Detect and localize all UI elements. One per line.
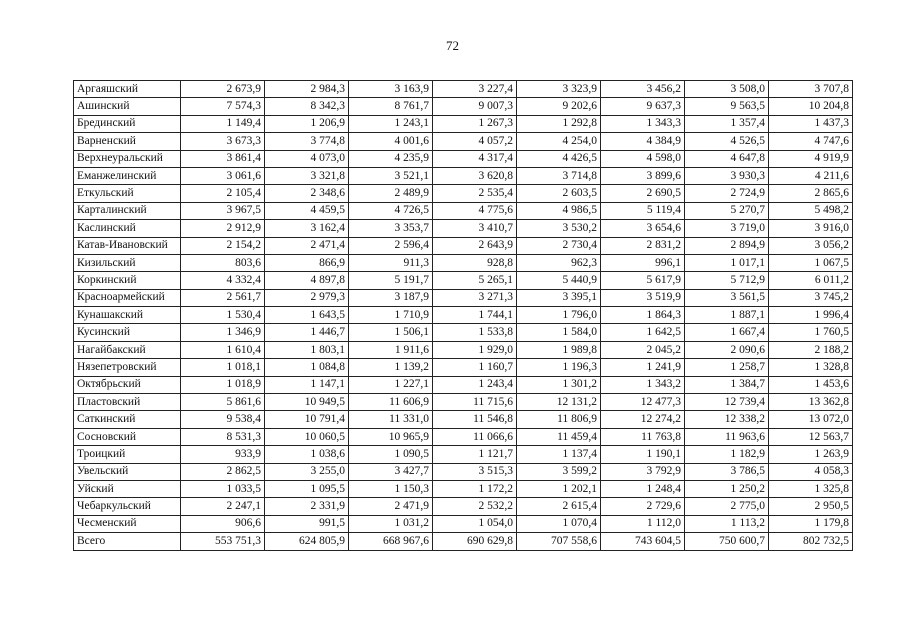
value-cell: 11 459,4 <box>517 428 601 445</box>
value-cell: 1 292,8 <box>517 115 601 132</box>
value-cell: 1 243,4 <box>433 376 517 393</box>
value-cell: 1 160,7 <box>433 359 517 376</box>
value-cell: 10 949,5 <box>265 394 349 411</box>
value-cell: 5 270,7 <box>685 202 769 219</box>
value-cell: 1 070,4 <box>517 515 601 532</box>
value-cell: 8 531,3 <box>181 428 265 445</box>
value-cell: 4 647,8 <box>685 150 769 167</box>
value-cell: 13 362,8 <box>769 394 853 411</box>
table-body <box>74 81 853 551</box>
value-cell: 1 054,0 <box>433 515 517 532</box>
value-cell: 1 760,5 <box>769 324 853 341</box>
value-cell: 2 188,2 <box>769 341 853 358</box>
value-cell: 933,9 <box>181 446 265 463</box>
value-cell: 3 508,0 <box>685 81 769 98</box>
value-cell: 5 498,2 <box>769 202 853 219</box>
value-cell: 906,6 <box>181 515 265 532</box>
value-cell: 1 267,3 <box>433 115 517 132</box>
district-name-cell: Кусинский <box>74 324 181 341</box>
value-cell: 4 317,4 <box>433 150 517 167</box>
value-cell: 3 774,8 <box>265 133 349 150</box>
value-cell: 12 477,3 <box>601 394 685 411</box>
value-cell: 2 105,4 <box>181 185 265 202</box>
value-cell: 3 967,5 <box>181 202 265 219</box>
value-cell: 4 332,4 <box>181 272 265 289</box>
value-cell: 2 535,4 <box>433 185 517 202</box>
table-row <box>74 359 853 376</box>
value-cell: 1 179,8 <box>769 515 853 532</box>
value-cell: 1 796,0 <box>517 307 601 324</box>
district-name-cell: Еманжелинский <box>74 167 181 184</box>
table-row <box>74 133 853 150</box>
district-name-cell: Кунашакский <box>74 307 181 324</box>
table-row <box>74 185 853 202</box>
value-cell: 5 861,6 <box>181 394 265 411</box>
value-cell: 1 887,1 <box>685 307 769 324</box>
district-name-cell: Ашинский <box>74 98 181 115</box>
value-cell: 1 227,1 <box>349 376 433 393</box>
value-cell: 1 803,1 <box>265 341 349 358</box>
value-cell: 962,3 <box>517 254 601 271</box>
value-cell: 1 018,1 <box>181 359 265 376</box>
value-cell: 1 121,7 <box>433 446 517 463</box>
value-cell: 1 139,2 <box>349 359 433 376</box>
value-cell: 1 033,5 <box>181 480 265 497</box>
district-name-cell: Чесменский <box>74 515 181 532</box>
value-cell: 1 243,1 <box>349 115 433 132</box>
value-cell: 1 263,9 <box>769 446 853 463</box>
value-cell: 1 137,4 <box>517 446 601 463</box>
district-name-cell: Нагайбакский <box>74 341 181 358</box>
value-cell: 1 190,1 <box>601 446 685 463</box>
value-cell: 1 996,4 <box>769 307 853 324</box>
value-cell: 9 538,4 <box>181 411 265 428</box>
value-cell: 3 061,6 <box>181 167 265 184</box>
value-cell: 1 202,1 <box>517 480 601 497</box>
district-name-cell: Варненский <box>74 133 181 150</box>
value-cell: 1 506,1 <box>349 324 433 341</box>
total-value-cell: 690 629,8 <box>433 533 517 551</box>
value-cell: 1 325,8 <box>769 480 853 497</box>
table-row <box>74 307 853 324</box>
value-cell: 1 017,1 <box>685 254 769 271</box>
district-name-cell: Катав-Ивановский <box>74 237 181 254</box>
page-number: 72 <box>446 38 459 53</box>
value-cell: 1 346,9 <box>181 324 265 341</box>
value-cell: 3 456,2 <box>601 81 685 98</box>
value-cell: 10 204,8 <box>769 98 853 115</box>
value-cell: 866,9 <box>265 254 349 271</box>
table-row <box>74 376 853 393</box>
value-cell: 3 654,6 <box>601 220 685 237</box>
district-data-table <box>73 80 853 551</box>
value-cell: 3 620,8 <box>433 167 517 184</box>
value-cell: 1 196,3 <box>517 359 601 376</box>
value-cell: 2 045,2 <box>601 341 685 358</box>
value-cell: 3 410,7 <box>433 220 517 237</box>
value-cell: 4 057,2 <box>433 133 517 150</box>
value-cell: 1 343,3 <box>601 115 685 132</box>
district-name-cell: Сосновский <box>74 428 181 445</box>
district-name-cell: Октябрьский <box>74 376 181 393</box>
value-cell: 3 519,9 <box>601 289 685 306</box>
value-cell: 3 792,9 <box>601 463 685 480</box>
value-cell: 8 761,7 <box>349 98 433 115</box>
value-cell: 3 861,4 <box>181 150 265 167</box>
value-cell: 1 744,1 <box>433 307 517 324</box>
total-value-cell: 750 600,7 <box>685 533 769 551</box>
value-cell: 9 563,5 <box>685 98 769 115</box>
value-cell: 4 426,5 <box>517 150 601 167</box>
value-cell: 2 912,9 <box>181 220 265 237</box>
district-name-cell: Саткинский <box>74 411 181 428</box>
total-label-cell: Всего <box>74 533 181 551</box>
value-cell: 12 739,4 <box>685 394 769 411</box>
value-cell: 1 038,6 <box>265 446 349 463</box>
value-cell: 5 712,9 <box>685 272 769 289</box>
value-cell: 1 453,6 <box>769 376 853 393</box>
table-row <box>74 394 853 411</box>
table-row <box>74 446 853 463</box>
district-name-cell: Троицкий <box>74 446 181 463</box>
value-cell: 991,5 <box>265 515 349 532</box>
table-row <box>74 515 853 532</box>
value-cell: 3 427,7 <box>349 463 433 480</box>
value-cell: 2 561,7 <box>181 289 265 306</box>
value-cell: 1 113,2 <box>685 515 769 532</box>
table-row <box>74 202 853 219</box>
value-cell: 1 533,8 <box>433 324 517 341</box>
value-cell: 9 637,3 <box>601 98 685 115</box>
value-cell: 3 599,2 <box>517 463 601 480</box>
value-cell: 3 916,0 <box>769 220 853 237</box>
value-cell: 1 667,4 <box>685 324 769 341</box>
value-cell: 1 643,5 <box>265 307 349 324</box>
district-name-cell: Уйский <box>74 480 181 497</box>
table-row <box>74 289 853 306</box>
value-cell: 2 532,2 <box>433 498 517 515</box>
value-cell: 1 018,9 <box>181 376 265 393</box>
value-cell: 2 979,3 <box>265 289 349 306</box>
value-cell: 3 271,3 <box>433 289 517 306</box>
table-row <box>74 498 853 515</box>
value-cell: 12 338,2 <box>685 411 769 428</box>
total-value-cell: 707 558,6 <box>517 533 601 551</box>
value-cell: 1 258,7 <box>685 359 769 376</box>
value-cell: 10 060,5 <box>265 428 349 445</box>
value-cell: 4 459,5 <box>265 202 349 219</box>
value-cell: 11 331,0 <box>349 411 433 428</box>
value-cell: 3 930,3 <box>685 167 769 184</box>
value-cell: 4 986,5 <box>517 202 601 219</box>
value-cell: 10 791,4 <box>265 411 349 428</box>
value-cell: 12 563,7 <box>769 428 853 445</box>
value-cell: 1 584,0 <box>517 324 601 341</box>
total-value-cell: 668 967,6 <box>349 533 433 551</box>
value-cell: 803,6 <box>181 254 265 271</box>
table-row <box>74 98 853 115</box>
table-row <box>74 480 853 497</box>
value-cell: 2 471,4 <box>265 237 349 254</box>
value-cell: 4 775,6 <box>433 202 517 219</box>
value-cell: 1 112,0 <box>601 515 685 532</box>
value-cell: 1 929,0 <box>433 341 517 358</box>
value-cell: 3 323,9 <box>517 81 601 98</box>
value-cell: 1 446,7 <box>265 324 349 341</box>
value-cell: 1 530,4 <box>181 307 265 324</box>
value-cell: 4 001,6 <box>349 133 433 150</box>
value-cell: 1 642,5 <box>601 324 685 341</box>
value-cell: 11 066,6 <box>433 428 517 445</box>
value-cell: 3 530,2 <box>517 220 601 237</box>
district-name-cell: Карталинский <box>74 202 181 219</box>
value-cell: 3 707,8 <box>769 81 853 98</box>
value-cell: 3 227,4 <box>433 81 517 98</box>
district-name-cell: Чебаркульский <box>74 498 181 515</box>
value-cell: 2 775,0 <box>685 498 769 515</box>
table-row <box>74 81 853 98</box>
value-cell: 3 255,0 <box>265 463 349 480</box>
district-name-cell: Увельский <box>74 463 181 480</box>
value-cell: 2 596,4 <box>349 237 433 254</box>
value-cell: 11 763,8 <box>601 428 685 445</box>
value-cell: 1 095,5 <box>265 480 349 497</box>
value-cell: 1 384,7 <box>685 376 769 393</box>
total-value-cell: 553 751,3 <box>181 533 265 551</box>
value-cell: 1 437,3 <box>769 115 853 132</box>
table-row <box>74 115 853 132</box>
table-row <box>74 341 853 358</box>
value-cell: 2 348,6 <box>265 185 349 202</box>
value-cell: 3 899,6 <box>601 167 685 184</box>
value-cell: 2 154,2 <box>181 237 265 254</box>
district-name-cell: Коркинский <box>74 272 181 289</box>
district-name-cell: Пластовский <box>74 394 181 411</box>
value-cell: 5 440,9 <box>517 272 601 289</box>
value-cell: 1 182,9 <box>685 446 769 463</box>
value-cell: 3 521,1 <box>349 167 433 184</box>
value-cell: 7 574,3 <box>181 98 265 115</box>
value-cell: 2 643,9 <box>433 237 517 254</box>
value-cell: 2 090,6 <box>685 341 769 358</box>
value-cell: 2 831,2 <box>601 237 685 254</box>
value-cell: 3 162,4 <box>265 220 349 237</box>
value-cell: 2 331,9 <box>265 498 349 515</box>
value-cell: 4 747,6 <box>769 133 853 150</box>
value-cell: 5 265,1 <box>433 272 517 289</box>
value-cell: 1 864,3 <box>601 307 685 324</box>
total-value-cell: 802 732,5 <box>769 533 853 551</box>
value-cell: 4 384,9 <box>601 133 685 150</box>
value-cell: 3 056,2 <box>769 237 853 254</box>
value-cell: 1 301,2 <box>517 376 601 393</box>
value-cell: 2 894,9 <box>685 237 769 254</box>
value-cell: 2 865,6 <box>769 185 853 202</box>
table-row <box>74 220 853 237</box>
value-cell: 11 806,9 <box>517 411 601 428</box>
value-cell: 8 342,3 <box>265 98 349 115</box>
value-cell: 11 606,9 <box>349 394 433 411</box>
value-cell: 2 471,9 <box>349 498 433 515</box>
value-cell: 996,1 <box>601 254 685 271</box>
value-cell: 1 172,2 <box>433 480 517 497</box>
value-cell: 3 395,1 <box>517 289 601 306</box>
value-cell: 2 489,9 <box>349 185 433 202</box>
value-cell: 1 147,1 <box>265 376 349 393</box>
district-name-cell: Еткульский <box>74 185 181 202</box>
table-row <box>74 272 853 289</box>
district-name-cell: Аргаяшский <box>74 81 181 98</box>
total-value-cell: 743 604,5 <box>601 533 685 551</box>
value-cell: 1 610,4 <box>181 341 265 358</box>
value-cell: 2 862,5 <box>181 463 265 480</box>
value-cell: 4 526,5 <box>685 133 769 150</box>
value-cell: 2 615,4 <box>517 498 601 515</box>
value-cell: 911,3 <box>349 254 433 271</box>
value-cell: 1 031,2 <box>349 515 433 532</box>
table-row <box>74 463 853 480</box>
value-cell: 4 726,5 <box>349 202 433 219</box>
value-cell: 4 897,8 <box>265 272 349 289</box>
value-cell: 3 187,9 <box>349 289 433 306</box>
value-cell: 1 710,9 <box>349 307 433 324</box>
value-cell: 11 715,6 <box>433 394 517 411</box>
value-cell: 4 254,0 <box>517 133 601 150</box>
value-cell: 3 786,5 <box>685 463 769 480</box>
value-cell: 3 673,3 <box>181 133 265 150</box>
district-name-cell: Брединский <box>74 115 181 132</box>
value-cell: 1 343,2 <box>601 376 685 393</box>
value-cell: 2 690,5 <box>601 185 685 202</box>
value-cell: 4 211,6 <box>769 167 853 184</box>
value-cell: 1 241,9 <box>601 359 685 376</box>
value-cell: 1 149,4 <box>181 115 265 132</box>
value-cell: 9 202,6 <box>517 98 601 115</box>
table-row <box>74 428 853 445</box>
value-cell: 12 274,2 <box>601 411 685 428</box>
value-cell: 5 191,7 <box>349 272 433 289</box>
value-cell: 1 084,8 <box>265 359 349 376</box>
table-row <box>74 324 853 341</box>
value-cell: 11 963,6 <box>685 428 769 445</box>
value-cell: 1 328,8 <box>769 359 853 376</box>
value-cell: 1 989,8 <box>517 341 601 358</box>
value-cell: 2 603,5 <box>517 185 601 202</box>
value-cell: 3 353,7 <box>349 220 433 237</box>
value-cell: 12 131,2 <box>517 394 601 411</box>
total-value-cell: 624 805,9 <box>265 533 349 551</box>
table-row <box>74 167 853 184</box>
value-cell: 1 357,4 <box>685 115 769 132</box>
value-cell: 2 729,6 <box>601 498 685 515</box>
value-cell: 2 730,4 <box>517 237 601 254</box>
value-cell: 1 248,4 <box>601 480 685 497</box>
value-cell: 3 745,2 <box>769 289 853 306</box>
district-name-cell: Верхнеуральский <box>74 150 181 167</box>
table-row <box>74 237 853 254</box>
value-cell: 4 073,0 <box>265 150 349 167</box>
value-cell: 2 247,1 <box>181 498 265 515</box>
value-cell: 4 058,3 <box>769 463 853 480</box>
value-cell: 4 235,9 <box>349 150 433 167</box>
value-cell: 3 561,5 <box>685 289 769 306</box>
value-cell: 1 911,6 <box>349 341 433 358</box>
value-cell: 4 919,9 <box>769 150 853 167</box>
value-cell: 1 150,3 <box>349 480 433 497</box>
district-name-cell: Кизильский <box>74 254 181 271</box>
value-cell: 2 673,9 <box>181 81 265 98</box>
value-cell: 3 515,3 <box>433 463 517 480</box>
value-cell: 4 598,0 <box>601 150 685 167</box>
value-cell: 10 965,9 <box>349 428 433 445</box>
value-cell: 5 617,9 <box>601 272 685 289</box>
value-cell: 2 984,3 <box>265 81 349 98</box>
district-name-cell: Каслинский <box>74 220 181 237</box>
value-cell: 3 321,8 <box>265 167 349 184</box>
district-name-cell: Красноармейский <box>74 289 181 306</box>
value-cell: 5 119,4 <box>601 202 685 219</box>
district-name-cell: Нязепетровский <box>74 359 181 376</box>
value-cell: 3 714,8 <box>517 167 601 184</box>
value-cell: 9 007,3 <box>433 98 517 115</box>
value-cell: 1 067,5 <box>769 254 853 271</box>
total-row <box>74 533 853 551</box>
value-cell: 3 719,0 <box>685 220 769 237</box>
table-row <box>74 254 853 271</box>
value-cell: 1 206,9 <box>265 115 349 132</box>
value-cell: 928,8 <box>433 254 517 271</box>
value-cell: 11 546,8 <box>433 411 517 428</box>
value-cell: 6 011,2 <box>769 272 853 289</box>
value-cell: 13 072,0 <box>769 411 853 428</box>
value-cell: 2 950,5 <box>769 498 853 515</box>
table-row <box>74 150 853 167</box>
value-cell: 2 724,9 <box>685 185 769 202</box>
value-cell: 1 250,2 <box>685 480 769 497</box>
value-cell: 1 090,5 <box>349 446 433 463</box>
value-cell: 3 163,9 <box>349 81 433 98</box>
table-row <box>74 411 853 428</box>
